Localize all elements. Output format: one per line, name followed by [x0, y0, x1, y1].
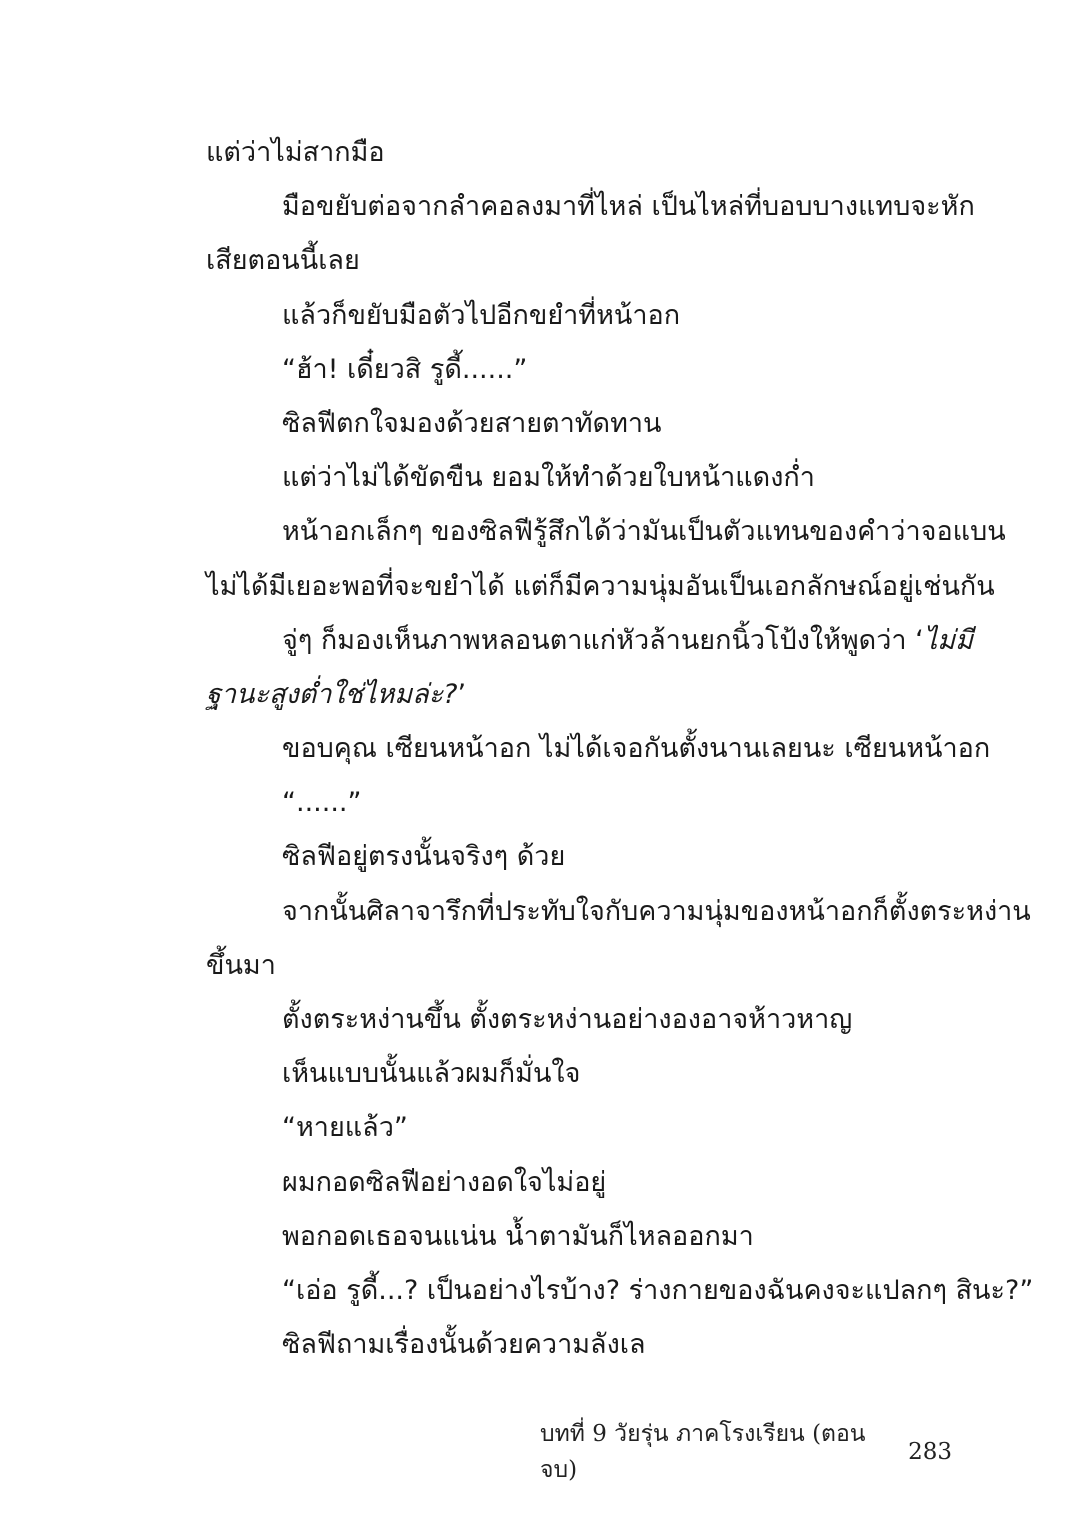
text-span: จู่ๆ ก็มองเห็นภาพหลอนตาแก่หัวล้านยกนิ้วโป้งให้พูดว่า ‘: [282, 624, 924, 656]
text-span: ซิลฟีตกใจมองด้วยสายตาทัดทาน: [282, 407, 662, 439]
text-line: [206, 343, 951, 397]
page-footer: [540, 1421, 952, 1483]
text-span: ขอบคุณ เซียนหน้าอก ไม่ได้เจอกันตั้งนานเลยนะ เซียนหน้าอก: [282, 733, 991, 765]
text-line: [206, 1210, 951, 1264]
chapter-title: บทที่ 9 วัยรุ่น ภาคโรงเรียน (ตอนจบ): [540, 1421, 866, 1483]
text-line: [206, 1047, 951, 1101]
text-line: [206, 1264, 1034, 1318]
text-line: [206, 776, 951, 830]
text-span: ซิลฟีอยู่ตรงนั้นจริงๆ ด้วย: [282, 841, 566, 873]
text-line: [206, 885, 1031, 939]
text-line: [206, 1101, 951, 1155]
text-span: มือขยับต่อจากลำคอลงมาที่ไหล่ เป็นไหล่ที่บอบบางแทบจะหัก: [282, 191, 975, 223]
text-span: ซิลฟีถามเรื่องนั้นด้วยความลังเล: [282, 1329, 646, 1361]
text-line: [206, 1318, 951, 1372]
text-span: “ฮ้า! เดี๋ยวสิ รูดี้......”: [282, 353, 528, 385]
text-line: [206, 289, 951, 343]
text-line: [206, 939, 951, 993]
text-span: “เอ่อ รูดี้...? เป็นอย่างไรบ้าง? ร่างกายของฉันคงจะแปลกๆ สินะ?”: [282, 1274, 1034, 1306]
text-line: [206, 614, 973, 668]
text-span: ผมกอดซิลฟีอย่างอดใจไม่อยู่: [282, 1166, 607, 1198]
body-text: [206, 126, 1034, 1372]
italic-span: ไม่มี: [923, 624, 973, 656]
page-number: 283: [908, 1439, 952, 1465]
text-span: เสียตอนนี้เลย: [206, 245, 360, 277]
text-span: เห็นแบบนั้นแล้วผมก็มั่นใจ: [282, 1058, 581, 1090]
text-line: [206, 451, 951, 505]
text-span: แต่ว่าไม่สากมือ: [206, 137, 385, 168]
text-line: [206, 180, 975, 234]
italic-span: ฐานะสูงต่ำใช่ไหมล่ะ?: [206, 678, 458, 710]
text-span: ’: [457, 678, 467, 710]
text-line: [206, 560, 995, 614]
text-line: [206, 234, 951, 288]
text-span: ไม่ได้มีเยอะพอที่จะขยำได้ แต่ก็มีความนุ่มอันเป็นเอกลักษณ์อยู่เช่นกัน: [206, 570, 995, 602]
text-line: [206, 668, 951, 722]
text-span: “หายแล้ว”: [282, 1112, 408, 1144]
text-span: แล้วก็ขยับมือตัวไปอีกขยำที่หน้าอก: [282, 299, 681, 331]
text-span: แต่ว่าไม่ได้ขัดขืน ยอมให้ทำด้วยใบหน้าแดงก่ำ: [282, 462, 815, 494]
text-line: [206, 1156, 951, 1210]
text-line: [206, 126, 951, 180]
text-line: [206, 722, 991, 776]
text-line: [206, 505, 1006, 559]
text-span: “......”: [282, 787, 362, 819]
text-span: หน้าอกเล็กๆ ของซิลฟีรู้สึกได้ว่ามันเป็นตัวแทนของคำว่าจอแบน: [282, 516, 1006, 548]
text-span: ขึ้นมา: [206, 949, 276, 981]
text-span: ตั้งตระหง่านขึ้น ตั้งตระหง่านอย่างองอาจห้าวหาญ: [282, 1004, 853, 1035]
text-span: จากนั้นศิลาจารึกที่ประทับใจกับความนุ่มของหน้าอกก็ตั้งตระหง่าน: [282, 895, 1031, 927]
text-span: พอกอดเธอจนแน่น น้ำตามันก็ไหลออกมา: [282, 1220, 754, 1252]
text-line: [206, 993, 951, 1047]
text-line: [206, 397, 951, 451]
text-line: [206, 830, 951, 884]
